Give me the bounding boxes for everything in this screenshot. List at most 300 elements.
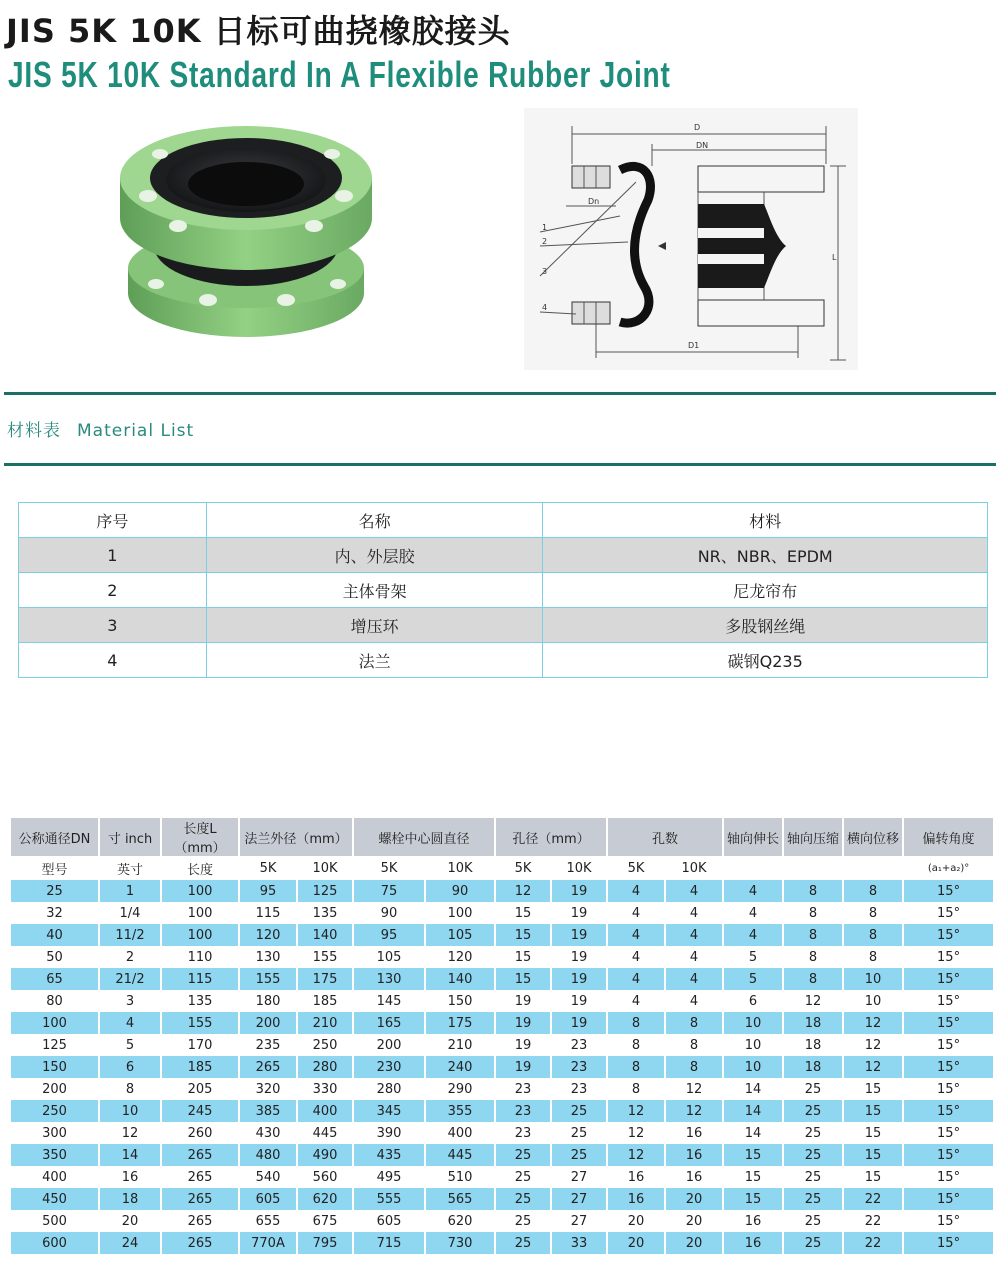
spec-cell: 110	[161, 946, 239, 968]
spec-cell: 25	[783, 1144, 843, 1166]
spec-header-bolt-circle: 螺栓中心圆直径	[353, 818, 495, 856]
spec-cell: 14	[723, 1122, 783, 1144]
spec-row	[11, 1100, 993, 1122]
spec-cell: 135	[161, 990, 239, 1012]
spec-cell: 15	[843, 1122, 903, 1144]
spec-cell: 15°	[903, 902, 993, 924]
spec-cell: 25	[495, 1232, 551, 1254]
spec-cell: 450	[11, 1188, 99, 1210]
spec-cell: 115	[239, 902, 297, 924]
spec-cell: 15	[723, 1144, 783, 1166]
spec-subheader: 10K	[665, 856, 723, 880]
spec-cell: 23	[551, 1034, 607, 1056]
spec-cell: 715	[353, 1232, 425, 1254]
spec-subheader: 5K	[495, 856, 551, 880]
spec-cell: 19	[551, 990, 607, 1012]
spec-cell: 4	[99, 1012, 161, 1034]
spec-cell: 495	[353, 1166, 425, 1188]
spec-cell: 27	[551, 1166, 607, 1188]
spec-cell: 8	[843, 880, 903, 902]
spec-cell: 23	[495, 1122, 551, 1144]
spec-cell: 350	[11, 1144, 99, 1166]
spec-table	[11, 818, 993, 1254]
label-1: 1	[542, 223, 548, 232]
spec-cell: 180	[239, 990, 297, 1012]
spec-cell: 430	[239, 1122, 297, 1144]
spec-cell: 25	[783, 1100, 843, 1122]
spec-cell: 19	[495, 1034, 551, 1056]
spec-cell: 21/2	[99, 968, 161, 990]
spec-cell: 130	[353, 968, 425, 990]
spec-cell: 23	[551, 1078, 607, 1100]
spec-cell: 165	[353, 1012, 425, 1034]
spec-cell: 14	[723, 1100, 783, 1122]
spec-cell: 500	[11, 1210, 99, 1232]
label-d1: D1	[688, 341, 700, 350]
spec-cell: 15°	[903, 1144, 993, 1166]
spec-cell: 14	[723, 1078, 783, 1100]
spec-cell: 19	[551, 946, 607, 968]
spec-cell: 100	[425, 902, 495, 924]
label-dn: DN	[696, 141, 709, 150]
spec-cell: 16	[665, 1144, 723, 1166]
spec-cell: 16	[99, 1166, 161, 1188]
spec-cell: 10	[723, 1034, 783, 1056]
spec-cell: 25	[783, 1188, 843, 1210]
spec-cell: 25	[783, 1166, 843, 1188]
spec-cell: 100	[161, 902, 239, 924]
spec-cell: 16	[665, 1122, 723, 1144]
spec-cell: 10	[843, 968, 903, 990]
spec-cell: 95	[353, 924, 425, 946]
material-table	[18, 502, 988, 678]
spec-cell: 4	[723, 880, 783, 902]
spec-cell: 25	[783, 1122, 843, 1144]
spec-cell: 4	[665, 880, 723, 902]
spec-cell: 65	[11, 968, 99, 990]
spec-cell: 4	[665, 968, 723, 990]
material-row	[19, 573, 988, 608]
spec-cell: 125	[11, 1034, 99, 1056]
spec-cell: 175	[425, 1012, 495, 1034]
spec-cell: 75	[353, 880, 425, 902]
spec-cell: 24	[99, 1232, 161, 1254]
material-cell: 增压环	[206, 608, 543, 643]
spec-cell: 8	[783, 902, 843, 924]
spec-header-angle: 偏转角度	[903, 818, 993, 856]
spec-cell: 18	[783, 1056, 843, 1078]
spec-cell: 19	[551, 924, 607, 946]
spec-cell: 16	[607, 1188, 665, 1210]
spec-cell: 12	[495, 880, 551, 902]
material-row	[19, 608, 988, 643]
spec-cell: 510	[425, 1166, 495, 1188]
label-2: 2	[542, 237, 548, 246]
spec-cell: 15	[495, 924, 551, 946]
spec-cell: 15	[495, 946, 551, 968]
spec-cell: 1/4	[99, 902, 161, 924]
label-d: D	[694, 123, 701, 132]
spec-cell: 8	[665, 1056, 723, 1078]
spec-cell: 12	[665, 1078, 723, 1100]
spec-cell: 4	[607, 924, 665, 946]
spec-header-hole-dia: 孔径（mm）	[495, 818, 607, 856]
spec-cell: 25	[551, 1100, 607, 1122]
divider-bottom	[4, 463, 996, 466]
spec-cell: 10	[723, 1012, 783, 1034]
spec-cell: 8	[99, 1078, 161, 1100]
spec-cell: 400	[11, 1166, 99, 1188]
spec-cell: 175	[297, 968, 353, 990]
spec-cell: 150	[425, 990, 495, 1012]
spec-cell: 4	[607, 990, 665, 1012]
spec-cell: 560	[297, 1166, 353, 1188]
spec-cell: 265	[161, 1232, 239, 1254]
spec-cell: 23	[495, 1100, 551, 1122]
spec-cell: 19	[551, 968, 607, 990]
spec-cell: 95	[239, 880, 297, 902]
material-title-cn: 材料表	[7, 421, 61, 441]
spec-cell: 8	[607, 1056, 665, 1078]
spec-cell: 490	[297, 1144, 353, 1166]
spec-cell: 135	[297, 902, 353, 924]
spec-subheader: 10K	[551, 856, 607, 880]
spec-cell: 4	[665, 990, 723, 1012]
spec-cell: 155	[297, 946, 353, 968]
spec-cell: 16	[723, 1210, 783, 1232]
spec-cell: 15	[723, 1166, 783, 1188]
spec-cell: 105	[425, 924, 495, 946]
material-header-name: 名称	[206, 503, 543, 538]
spec-subheader: 英寸	[99, 856, 161, 880]
spec-row	[11, 902, 993, 924]
spec-cell: 16	[723, 1232, 783, 1254]
material-cell: 2	[19, 573, 207, 608]
spec-row	[11, 1144, 993, 1166]
divider-top	[4, 392, 996, 395]
spec-cell: 4	[665, 902, 723, 924]
spec-cell: 33	[551, 1232, 607, 1254]
spec-cell: 330	[297, 1078, 353, 1100]
spec-cell: 12	[607, 1100, 665, 1122]
spec-cell: 155	[239, 968, 297, 990]
spec-cell: 240	[425, 1056, 495, 1078]
spec-cell: 8	[783, 946, 843, 968]
spec-cell: 20	[665, 1232, 723, 1254]
spec-cell: 600	[11, 1232, 99, 1254]
spec-cell: 170	[161, 1034, 239, 1056]
spec-cell: 23	[551, 1056, 607, 1078]
spec-row	[11, 990, 993, 1012]
spec-cell: 22	[843, 1210, 903, 1232]
spec-cell: 5	[723, 968, 783, 990]
spec-cell: 540	[239, 1166, 297, 1188]
material-cell: 主体骨架	[206, 573, 543, 608]
spec-subheader: 5K	[607, 856, 665, 880]
spec-cell: 235	[239, 1034, 297, 1056]
spec-cell: 4	[723, 902, 783, 924]
spec-cell: 12	[843, 1012, 903, 1034]
material-row	[19, 538, 988, 573]
spec-row	[11, 1122, 993, 1144]
spec-cell: 15°	[903, 1034, 993, 1056]
spec-row	[11, 1056, 993, 1078]
spec-cell: 18	[99, 1188, 161, 1210]
spec-subheader: 5K	[239, 856, 297, 880]
spec-cell: 140	[425, 968, 495, 990]
spec-cell: 25	[551, 1144, 607, 1166]
spec-cell: 605	[353, 1210, 425, 1232]
spec-cell: 8	[843, 946, 903, 968]
spec-cell: 770A	[239, 1232, 297, 1254]
spec-cell: 265	[161, 1144, 239, 1166]
spec-cell: 320	[239, 1078, 297, 1100]
label-4: 4	[542, 303, 548, 312]
spec-header-axial-ext: 轴向伸长	[723, 818, 783, 856]
spec-cell: 4	[607, 968, 665, 990]
spec-cell: 12	[783, 990, 843, 1012]
spec-header-hole-count: 孔数	[607, 818, 723, 856]
spec-cell: 15°	[903, 1078, 993, 1100]
material-cell: 尼龙帘布	[543, 573, 988, 608]
spec-cell: 27	[551, 1210, 607, 1232]
spec-cell: 120	[425, 946, 495, 968]
spec-cell: 20	[99, 1210, 161, 1232]
spec-cell: 22	[843, 1188, 903, 1210]
spec-cell: 620	[425, 1210, 495, 1232]
spec-cell: 100	[161, 880, 239, 902]
spec-cell: 605	[239, 1188, 297, 1210]
spec-subheader	[843, 856, 903, 880]
spec-cell: 300	[11, 1122, 99, 1144]
material-cell: 法兰	[206, 643, 543, 678]
spec-subheader	[723, 856, 783, 880]
spec-cell: 15°	[903, 946, 993, 968]
spec-cell: 18	[783, 1012, 843, 1034]
material-cell: 3	[19, 608, 207, 643]
spec-cell: 280	[353, 1078, 425, 1100]
spec-cell: 210	[425, 1034, 495, 1056]
spec-subheader	[783, 856, 843, 880]
spec-cell: 12	[665, 1100, 723, 1122]
spec-cell: 265	[239, 1056, 297, 1078]
spec-cell: 230	[353, 1056, 425, 1078]
spec-cell: 25	[495, 1210, 551, 1232]
spec-cell: 15	[495, 968, 551, 990]
spec-subheader: 10K	[425, 856, 495, 880]
spec-cell: 185	[161, 1056, 239, 1078]
spec-cell: 15°	[903, 1122, 993, 1144]
spec-cell: 19	[495, 990, 551, 1012]
spec-cell: 5	[99, 1034, 161, 1056]
spec-cell: 6	[99, 1056, 161, 1078]
spec-cell: 15	[843, 1166, 903, 1188]
spec-cell: 795	[297, 1232, 353, 1254]
spec-cell: 115	[161, 968, 239, 990]
spec-header-inch: 寸 inch	[99, 818, 161, 856]
spec-cell: 20	[665, 1210, 723, 1232]
spec-cell: 8	[783, 880, 843, 902]
spec-cell: 4	[607, 902, 665, 924]
spec-cell: 27	[551, 1188, 607, 1210]
spec-cell: 2	[99, 946, 161, 968]
spec-cell: 250	[297, 1034, 353, 1056]
material-section-title	[7, 416, 194, 441]
spec-cell: 675	[297, 1210, 353, 1232]
spec-cell: 25	[495, 1188, 551, 1210]
spec-cell: 15	[843, 1078, 903, 1100]
spec-cell: 730	[425, 1232, 495, 1254]
material-cell: 碳钢Q235	[543, 643, 988, 678]
spec-cell: 400	[425, 1122, 495, 1144]
spec-cell: 8	[665, 1034, 723, 1056]
spec-row	[11, 1232, 993, 1254]
spec-cell: 265	[161, 1188, 239, 1210]
spec-cell: 15°	[903, 1188, 993, 1210]
spec-cell: 19	[551, 1012, 607, 1034]
technical-drawing	[524, 108, 858, 370]
label-dn-small: Dn	[588, 197, 600, 206]
spec-header-row-2	[11, 856, 993, 880]
spec-cell: 210	[297, 1012, 353, 1034]
spec-row	[11, 1078, 993, 1100]
spec-cell: 8	[665, 1012, 723, 1034]
spec-cell: 19	[495, 1012, 551, 1034]
spec-cell: 15°	[903, 1100, 993, 1122]
spec-cell: 130	[239, 946, 297, 968]
spec-cell: 15	[843, 1144, 903, 1166]
spec-cell: 15	[495, 902, 551, 924]
spec-row	[11, 946, 993, 968]
spec-cell: 265	[161, 1210, 239, 1232]
spec-cell: 280	[297, 1056, 353, 1078]
material-header-material: 材料	[543, 503, 988, 538]
spec-header-dn: 公称通径DN	[11, 818, 99, 856]
spec-header-axial-comp: 轴向压缩	[783, 818, 843, 856]
spec-cell: 4	[723, 924, 783, 946]
spec-cell: 390	[353, 1122, 425, 1144]
spec-cell: 12	[607, 1122, 665, 1144]
spec-cell: 15	[843, 1100, 903, 1122]
spec-cell: 3	[99, 990, 161, 1012]
spec-cell: 8	[843, 902, 903, 924]
spec-cell: 25	[495, 1166, 551, 1188]
spec-cell: 15°	[903, 1012, 993, 1034]
spec-cell: 14	[99, 1144, 161, 1166]
spec-cell: 620	[297, 1188, 353, 1210]
spec-header-length: 长度L（mm）	[161, 818, 239, 856]
spec-row	[11, 1166, 993, 1188]
spec-cell: 22	[843, 1232, 903, 1254]
spec-cell: 655	[239, 1210, 297, 1232]
spec-cell: 150	[11, 1056, 99, 1078]
spec-cell: 25	[551, 1122, 607, 1144]
spec-cell: 4	[607, 946, 665, 968]
spec-cell: 8	[783, 968, 843, 990]
material-cell: 4	[19, 643, 207, 678]
spec-cell: 25	[783, 1078, 843, 1100]
spec-subheader: 5K	[353, 856, 425, 880]
spec-cell: 15°	[903, 990, 993, 1012]
spec-cell: 18	[783, 1034, 843, 1056]
material-cell: 多股钢丝绳	[543, 608, 988, 643]
spec-cell: 19	[551, 902, 607, 924]
spec-cell: 100	[161, 924, 239, 946]
spec-cell: 200	[239, 1012, 297, 1034]
spec-cell: 20	[665, 1188, 723, 1210]
material-title-en: Material List	[77, 421, 195, 441]
spec-cell: 185	[297, 990, 353, 1012]
spec-subheader-angle: (a₁+a₂)°	[903, 856, 993, 880]
spec-cell: 50	[11, 946, 99, 968]
spec-cell: 80	[11, 990, 99, 1012]
spec-cell: 15°	[903, 1056, 993, 1078]
spec-cell: 445	[297, 1122, 353, 1144]
spec-cell: 40	[11, 924, 99, 946]
spec-table-body	[11, 880, 993, 1254]
spec-cell: 32	[11, 902, 99, 924]
spec-header-lateral: 横向位移	[843, 818, 903, 856]
page-title-en: JIS 5K 10K Standard In A Flexible Rubber Joint	[8, 54, 671, 95]
spec-cell: 4	[665, 946, 723, 968]
material-row	[19, 643, 988, 678]
spec-cell: 8	[783, 924, 843, 946]
spec-cell: 10	[723, 1056, 783, 1078]
spec-cell: 12	[843, 1056, 903, 1078]
spec-header-row-1	[11, 818, 993, 856]
spec-cell: 4	[665, 924, 723, 946]
spec-cell: 15	[723, 1188, 783, 1210]
material-cell: 内、外层胶	[206, 538, 543, 573]
spec-cell: 125	[297, 880, 353, 902]
spec-cell: 25	[783, 1232, 843, 1254]
spec-header-flange-od: 法兰外径（mm）	[239, 818, 353, 856]
spec-cell: 205	[161, 1078, 239, 1100]
spec-cell: 140	[297, 924, 353, 946]
spec-cell: 555	[353, 1188, 425, 1210]
material-header-no: 序号	[19, 503, 207, 538]
spec-cell: 23	[495, 1078, 551, 1100]
spec-cell: 265	[161, 1166, 239, 1188]
spec-cell: 12	[607, 1144, 665, 1166]
spec-cell: 200	[11, 1078, 99, 1100]
spec-cell: 355	[425, 1100, 495, 1122]
spec-row	[11, 1210, 993, 1232]
spec-cell: 345	[353, 1100, 425, 1122]
spec-subheader: 10K	[297, 856, 353, 880]
spec-cell: 100	[11, 1012, 99, 1034]
spec-cell: 10	[843, 990, 903, 1012]
spec-cell: 480	[239, 1144, 297, 1166]
spec-cell: 145	[353, 990, 425, 1012]
spec-cell: 445	[425, 1144, 495, 1166]
spec-cell: 5	[723, 946, 783, 968]
spec-cell: 200	[353, 1034, 425, 1056]
spec-cell: 8	[607, 1034, 665, 1056]
spec-cell: 1	[99, 880, 161, 902]
spec-cell: 16	[607, 1166, 665, 1188]
spec-cell: 12	[99, 1122, 161, 1144]
spec-cell: 20	[607, 1232, 665, 1254]
spec-cell: 12	[843, 1034, 903, 1056]
spec-cell: 290	[425, 1078, 495, 1100]
spec-cell: 15°	[903, 924, 993, 946]
spec-cell: 120	[239, 924, 297, 946]
spec-cell: 15°	[903, 1232, 993, 1254]
page-title-cn: JIS 5K 10K 日标可曲挠橡胶接头	[6, 12, 511, 50]
spec-cell: 15°	[903, 1210, 993, 1232]
material-cell: NR、NBR、EPDM	[543, 538, 988, 573]
